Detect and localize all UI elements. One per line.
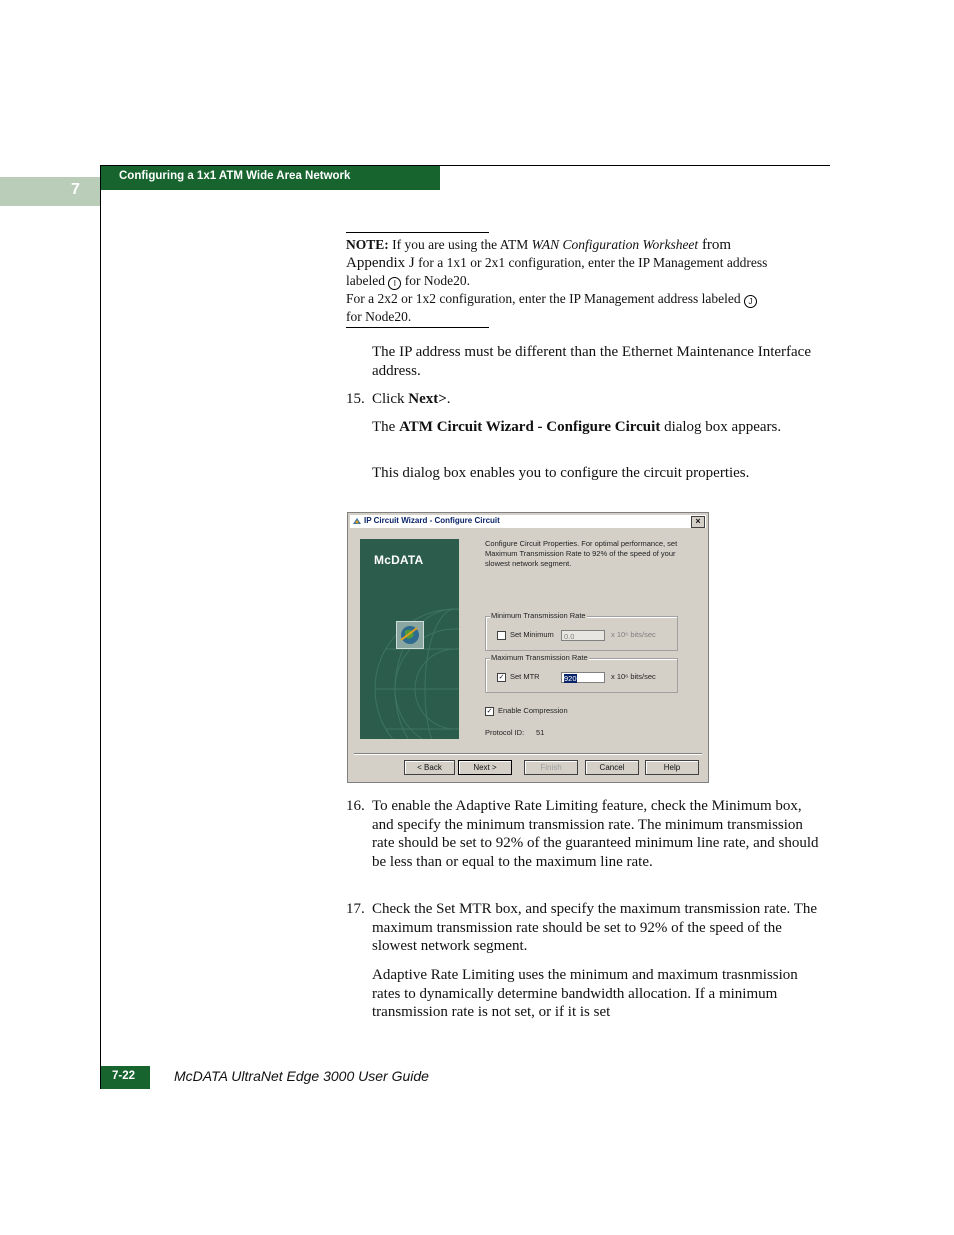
chapter-number: 7 — [71, 181, 80, 198]
min-rate-field[interactable]: 0.0 — [561, 630, 605, 641]
note-block: NOTE: If you are using the ATM WAN Configuration Worksheet from Appendix J for a 1x1 or 2x1 configuration, enter the IP Management address labeled I for Node20. For a 2x2 or 1x2 configuration, enter the IP Management address labeled J for Node20. — [346, 237, 768, 324]
enable-compression-checkbox[interactable]: ✓ — [486, 707, 493, 715]
set-mtr-checkbox[interactable]: ✓ — [498, 673, 505, 681]
book-title: McDATA UltraNet Edge 3000 User Guide — [174, 1068, 429, 1084]
protocol-id-label: Protocol ID: — [485, 728, 525, 737]
set-minimum-label: Set Minimum — [510, 630, 554, 639]
dialog-titlebar — [350, 515, 706, 528]
help-button[interactable]: Help — [645, 760, 699, 775]
dialog-title: IP Circuit Wizard - Configure Circuit — [364, 516, 500, 525]
globe-icon — [396, 621, 424, 649]
configure-circuit-dialog — [347, 512, 709, 783]
min-rate-group-label: Minimum Transmission Rate — [491, 611, 586, 620]
ip-address-paragraph: The IP address must be different than the Ethernet Maintenance Interface address. — [372, 344, 811, 379]
marker-i-icon: I — [388, 277, 401, 290]
page-number: 7-22 — [112, 1070, 136, 1082]
mtr-field[interactable]: 920 — [561, 672, 605, 683]
protocol-id-value: 51 — [536, 728, 545, 737]
step-16-number: 16. — [346, 798, 365, 814]
mtr-unit: x 10⁶ bits/sec — [611, 672, 656, 681]
back-button[interactable]: < Back — [404, 760, 455, 775]
note-top-rule — [346, 232, 489, 233]
dialog-intro: Configure Circuit Properties. For optimal performance, set Maximum Transmission Rate to 92% of the speed of your slowest network segment. — [485, 539, 678, 568]
min-rate-unit: x 10⁶ bits/sec — [611, 630, 656, 639]
note-label: NOTE: — [346, 237, 389, 252]
max-rate-group-label: Maximum Transmission Rate — [491, 653, 588, 662]
next-button[interactable]: Next > — [458, 760, 512, 775]
chapter-tab — [0, 177, 101, 206]
brand-panel — [360, 539, 459, 739]
marker-j-icon: J — [744, 295, 757, 308]
note-bottom-rule — [346, 327, 489, 328]
cancel-button[interactable]: Cancel — [585, 760, 639, 775]
step-15-number: 15. — [346, 391, 365, 407]
set-mtr-label: Set MTR — [510, 672, 540, 681]
section-title: Configuring a 1x1 ATM Wide Area Network — [119, 170, 351, 182]
finish-button[interactable]: Finish — [524, 760, 578, 775]
dialog-purpose-paragraph: This dialog box enables you to configure the circuit properties. — [372, 465, 750, 481]
margin-rule — [100, 165, 101, 1089]
step-16-text: To enable the Adaptive Rate Limiting feature, check the Minimum box, and specify the minimum transmission rate. The minimum transmission rate should be set to 92% of the guaranteed minimum line rate, and should be less than or equal to the maximum line rate. — [372, 798, 819, 870]
step-17-number: 17. — [346, 901, 365, 917]
set-minimum-checkbox[interactable] — [497, 631, 506, 640]
close-icon[interactable]: × — [691, 516, 705, 528]
mcdata-logo: McDATA — [374, 553, 424, 567]
dialog-separator — [354, 753, 702, 755]
step-15-text: Click Next>. — [372, 391, 451, 407]
step-17-text: Check the Set MTR box, and specify the maximum transmission rate. The maximum transmission rate should be set to 92% of the speed of the slowest network segment. — [372, 901, 818, 954]
enable-compression-label: Enable Compression — [498, 706, 568, 715]
adaptive-rate-paragraph: Adaptive Rate Limiting uses the minimum and maximum trasnmission rates to dynamically determine bandwidth allocation. If a minimum transmission rate is not set, or if it is set — [372, 967, 798, 1020]
app-icon — [352, 516, 362, 526]
wizard-paragraph: The ATM Circuit Wizard - Configure Circuit dialog box appears. — [372, 419, 782, 435]
